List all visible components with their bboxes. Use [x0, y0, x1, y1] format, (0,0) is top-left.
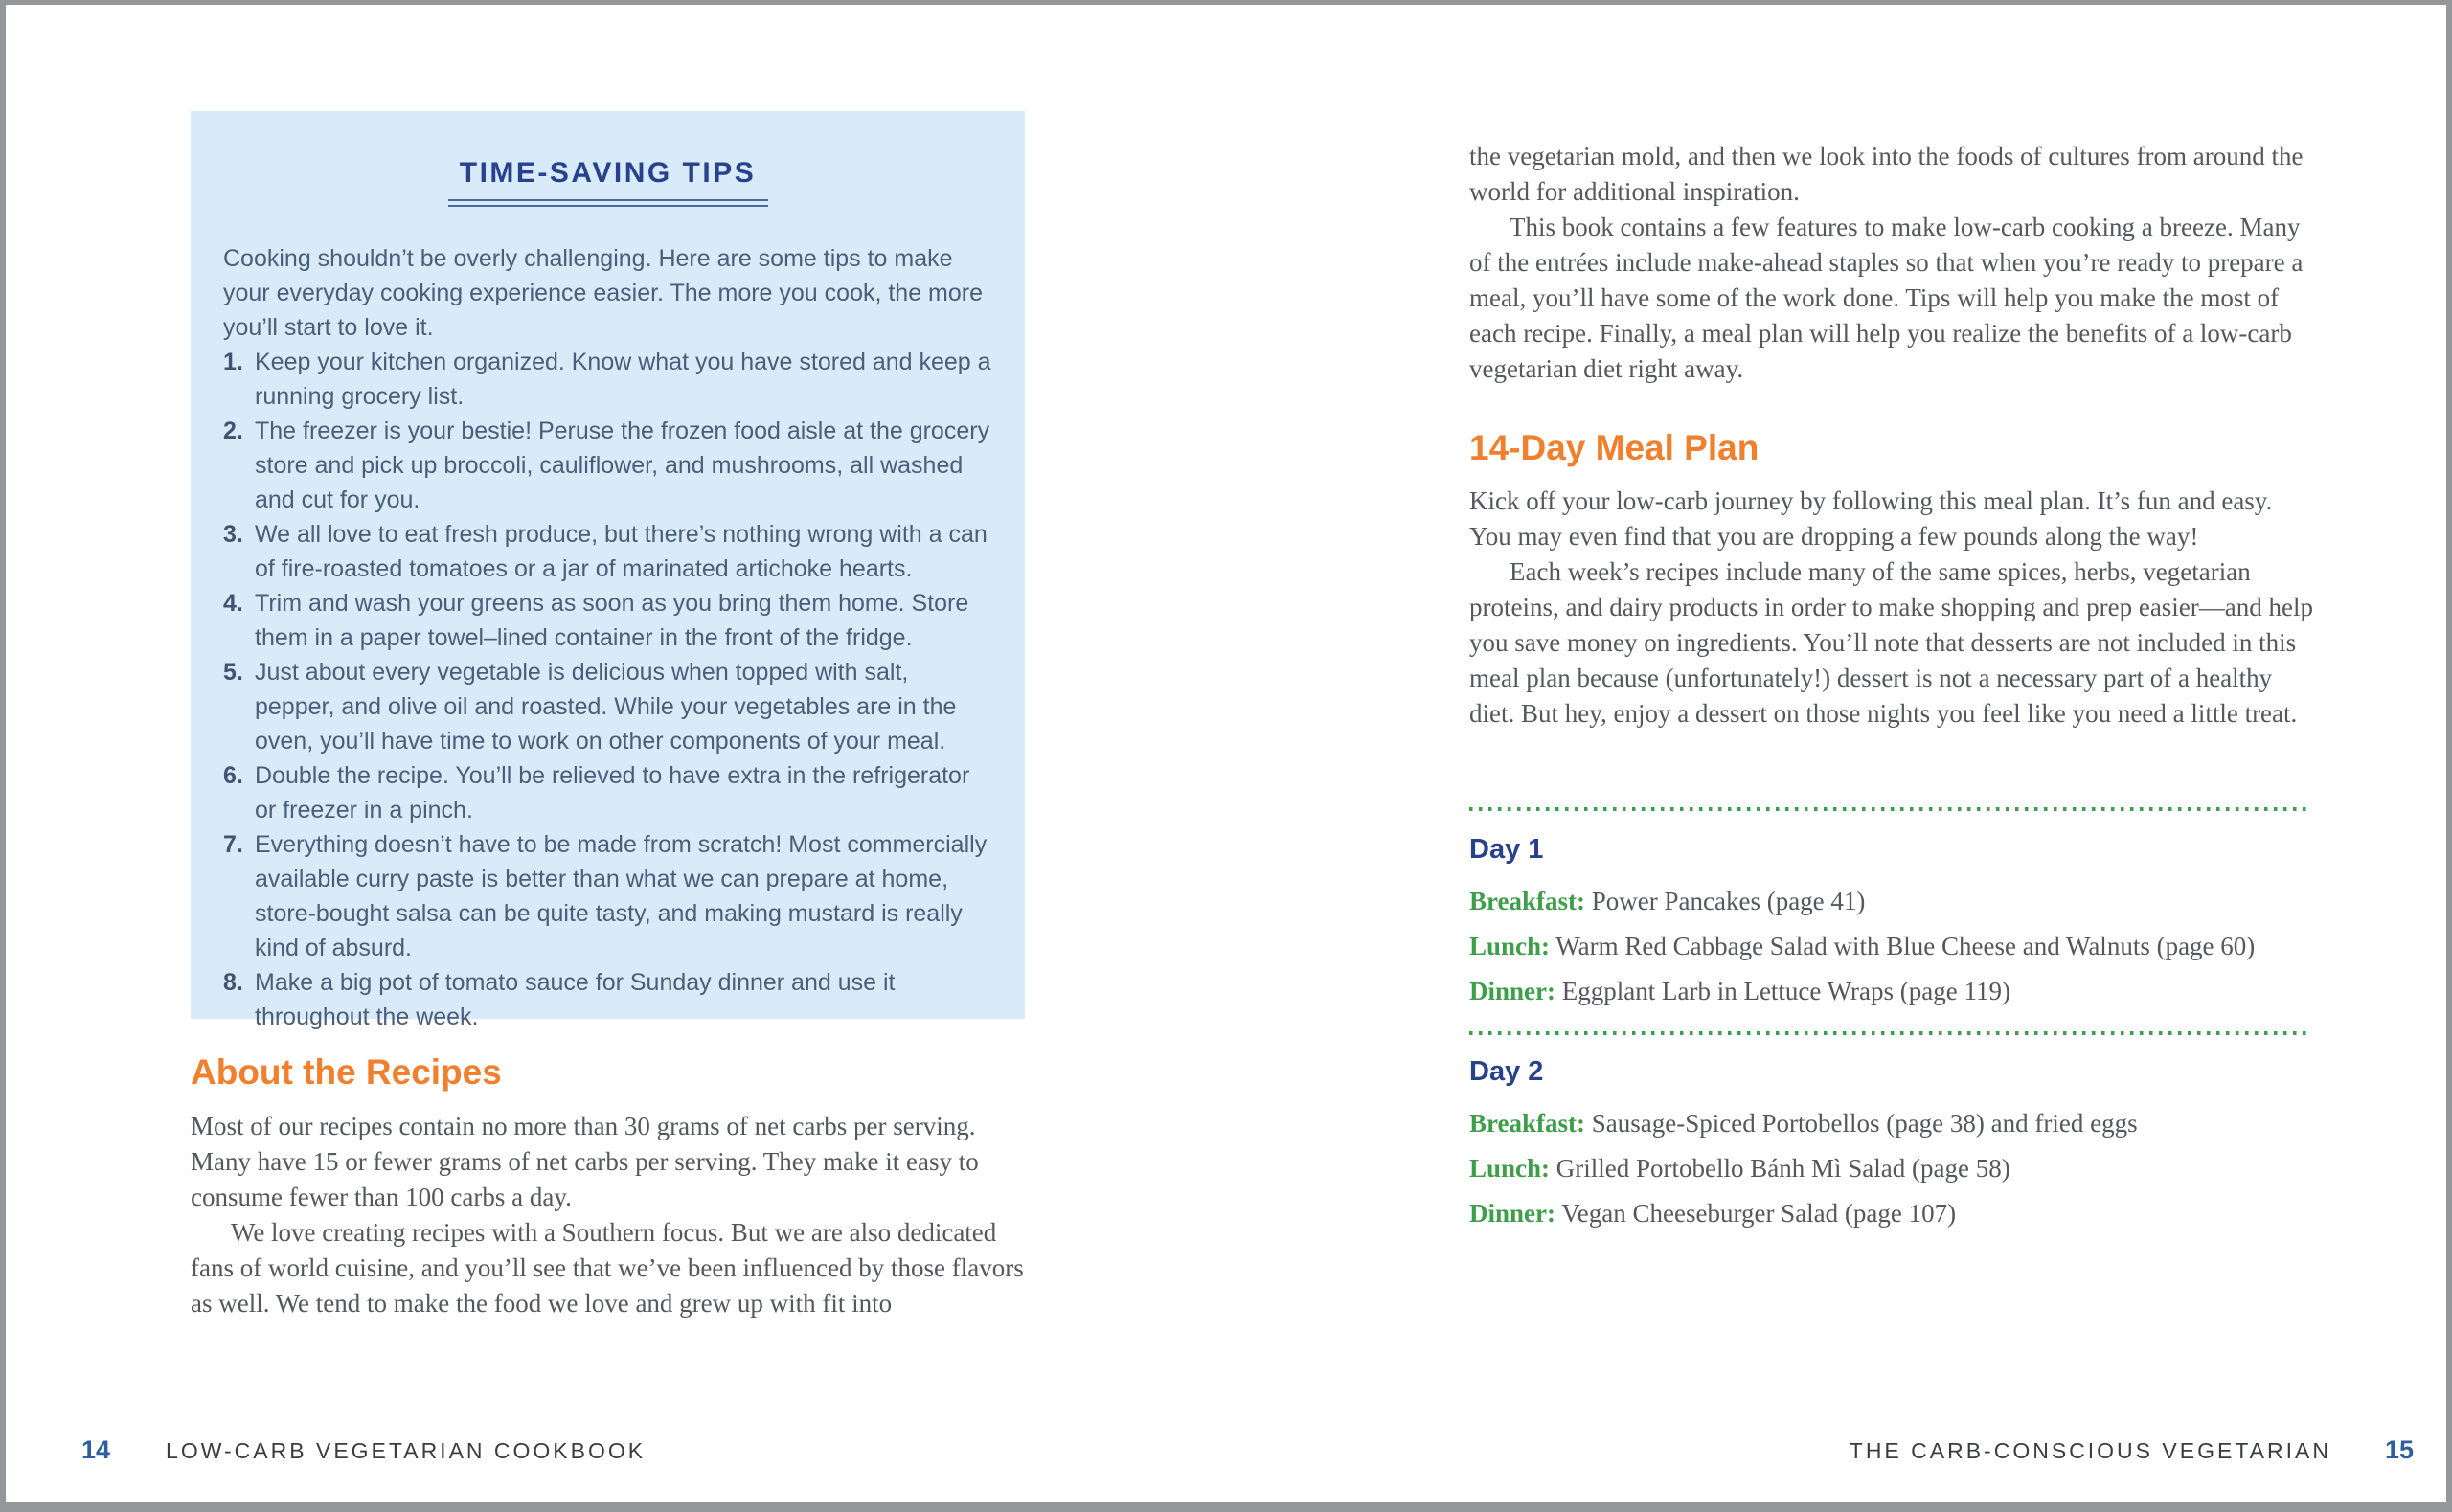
meal-text: Warm Red Cabbage Salad with Blue Cheese and Walnuts (page 60) — [1550, 932, 2256, 960]
item-text: Keep your kitchen organized. Know what you have stored and keep a running grocery list. — [255, 349, 991, 410]
running-title-right: THE CARB-CONSCIOUS VEGETARIAN — [1849, 1438, 2331, 1463]
item-number: 1. — [223, 349, 243, 375]
meal-text: Eggplant Larb in Lettuce Wraps (page 119) — [1555, 977, 2010, 1005]
dotted-divider — [1469, 1031, 2310, 1035]
tips-list-item — [223, 655, 992, 758]
title-double-rule — [448, 199, 768, 207]
tips-list-item — [223, 827, 992, 965]
left-page-footer — [81, 1435, 646, 1465]
meal-label: Lunch: — [1469, 1154, 1551, 1183]
item-text: Double the recipe. You’ll be relieved to have extra in the refrigerator or freezer in a pinch. — [255, 762, 970, 824]
body-paragraph: Kick off your low-carb journey by following this meal plan. It’s fun and easy. You may even find that you are dropping a few pounds along the way! — [1469, 486, 2273, 551]
item-number: 3. — [223, 521, 243, 548]
item-number: 8. — [223, 969, 243, 996]
tips-list-item — [223, 414, 992, 517]
meal-line — [1469, 1154, 2314, 1184]
book-spread — [6, 5, 2446, 1502]
item-number: 5. — [223, 659, 243, 686]
item-number: 6. — [223, 762, 243, 789]
item-text: Everything doesn’t have to be made from scratch! Most commercially available curry paste is better than what we can prepare at home, store-bought salsa can be quite tasty, and making mustard is really kind of absurd. — [255, 831, 988, 961]
page-number-left: 14 — [81, 1435, 111, 1464]
meal-label: Lunch: — [1469, 932, 1551, 960]
item-number: 7. — [223, 831, 243, 858]
right-page-footer — [1850, 1435, 2414, 1465]
about-recipes-heading: About the Recipes — [191, 1052, 502, 1092]
item-text: Just about every vegetable is delicious when topped with salt, pepper, and olive oil and roasted. While your vegetables are in the oven, you’ll have time to work on other components of your meal. — [255, 659, 957, 755]
body-paragraph: Most of our recipes contain no more than 30 grams of net carbs per serving. Many have 15 or fewer grams of net carbs per serving. They make it easy to consume fewer than 100 carbs a day. — [191, 1112, 979, 1211]
time-saving-tips-box — [191, 111, 1025, 1030]
item-text: We all love to eat fresh produce, but there’s nothing wrong with a can of fire-roasted tomatoes or a jar of marinated artichoke hearts. — [255, 521, 988, 582]
tips-list-item — [223, 758, 992, 827]
tips-intro: Cooking shouldn’t be overly challenging. Here are some tips to make your everyday cooking experience easier. The more you cook, the more you’ll start to love it. — [223, 245, 984, 341]
item-number: 4. — [223, 590, 243, 617]
item-text: Trim and wash your greens as soon as you bring them home. Store them in a paper towel–lined container in the front of the fridge. — [255, 590, 969, 651]
meal-line — [1469, 932, 2314, 961]
continuation-text — [1469, 139, 2314, 387]
meal-line — [1469, 977, 2314, 1006]
tips-box-title: TIME-SAVING TIPS — [459, 157, 757, 189]
tips-list-item — [223, 586, 992, 655]
about-recipes-text — [191, 1109, 1038, 1321]
body-paragraph: Each week’s recipes include many of the same spices, herbs, vegetarian proteins, and dairy products in order to make shopping and prep easier—and help you save money on ingredients. You’ll note that desserts are not included in this meal plan because (unfortunately!) dessert is not a necessary part of a healthy diet. But hey, enjoy a dessert on those nights you feel like you need a little treat. — [1469, 557, 2314, 728]
day-1-heading: Day 1 — [1469, 834, 1544, 865]
body-paragraph: This book contains a few features to make low-carb cooking a breeze. Many of the entrées include make-ahead staples so that when you’re ready to prepare a meal, you’ll have some of the work done. Tips will help you make the most of each recipe. Finally, a meal plan will help you realize the benefits of a low-carb vegetarian diet right away. — [1469, 213, 2304, 383]
meal-line — [1469, 887, 2314, 916]
meal-text: Power Pancakes (page 41) — [1585, 887, 1866, 915]
item-text: The freezer is your bestie! Peruse the frozen food aisle at the grocery store and pick up broccoli, cauliflower, and mushrooms, all washed and cut for you. — [255, 417, 990, 513]
meal-plan-heading: 14-Day Meal Plan — [1469, 428, 1760, 467]
meal-text: Sausage-Spiced Portobellos (page 38) and fried eggs — [1585, 1109, 2138, 1138]
body-paragraph: We love creating recipes with a Southern focus. But we are also dedicated fans of world cuisine, and you’ll see that we’ve been influenced by those flavors as well. We tend to make the food we love and grew up with fit into — [191, 1218, 1024, 1318]
day-2-heading: Day 2 — [1469, 1056, 1544, 1087]
meal-label: Dinner: — [1469, 1199, 1555, 1228]
meal-text: Grilled Portobello Bánh Mì Salad (page 58) — [1550, 1154, 2010, 1183]
tips-list-item — [223, 517, 992, 586]
meal-plan-intro — [1469, 484, 2314, 732]
tips-list-item — [223, 965, 992, 1034]
meal-label: Breakfast: — [1469, 887, 1585, 915]
dotted-divider — [1469, 807, 2310, 811]
meal-label: Breakfast: — [1469, 1109, 1585, 1138]
meal-label: Dinner: — [1469, 977, 1555, 1005]
meal-line — [1469, 1199, 2314, 1229]
body-paragraph: the vegetarian mold, and then we look into the foods of cultures from around the world for additional inspiration. — [1469, 142, 2304, 206]
item-number: 2. — [223, 417, 243, 444]
item-text: Make a big pot of tomato sauce for Sunday dinner and use it throughout the week. — [255, 969, 896, 1030]
meal-line — [1469, 1109, 2314, 1139]
page-number-right: 15 — [2384, 1435, 2414, 1464]
tips-list-item — [223, 345, 992, 414]
tips-list — [223, 345, 992, 1034]
meal-text: Vegan Cheeseburger Salad (page 107) — [1555, 1199, 1957, 1228]
running-title-left: LOW-CARB VEGETARIAN COOKBOOK — [166, 1438, 647, 1463]
